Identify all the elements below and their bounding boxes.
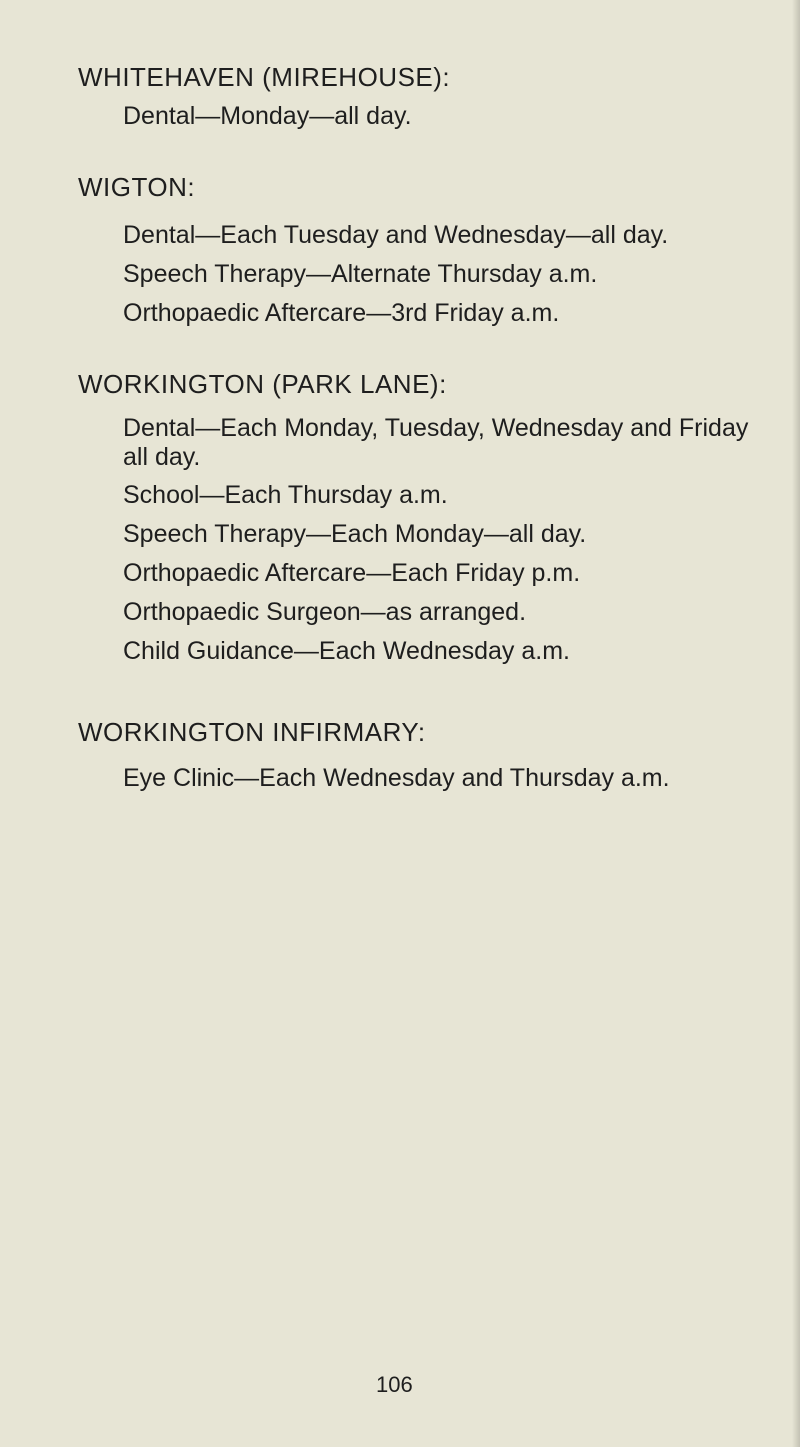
entry-list [123,219,778,329]
section-workington-park-lane [78,369,778,667]
list-item: Speech Therapy—Alternate Thursday a.m. [123,260,598,288]
section-heading: WORKINGTON INFIRMARY: [78,717,426,747]
list-item: Speech Therapy—Each Monday—all day. [123,520,587,548]
section-heading: WIGTON: [78,172,196,202]
list-item: Orthopaedic Surgeon—as arranged. [123,598,527,626]
section-whitehaven-mirehouse [78,62,778,132]
list-item: Orthopaedic Aftercare—Each Friday p.m. [123,559,581,587]
list-item: Dental—Monday—all day. [123,102,412,130]
list-item: Orthopaedic Aftercare—3rd Friday a.m. [123,299,560,327]
list-item: School—Each Thursday a.m. [123,481,448,509]
page-number: 106 [376,1372,413,1397]
page-edge-shadow [792,0,800,1447]
list-item: Child Guidance—Each Wednesday a.m. [123,637,570,665]
list-item: Dental—Each Tuesday and Wednesday—all day. [123,221,669,249]
section-workington-infirmary [78,717,778,794]
entry-list [123,100,778,132]
section-wigton [78,172,778,329]
list-item: Eye Clinic—Each Wednesday and Thursday a.m. [123,764,670,792]
entry-list [123,414,778,667]
section-heading: WHITEHAVEN (MIREHOUSE): [78,62,451,92]
list-item: Dental—Each Monday, Tuesday, Wednesday and Friday all day. [123,414,749,471]
section-heading: WORKINGTON (PARK LANE): [78,369,447,399]
entry-list [123,762,778,794]
